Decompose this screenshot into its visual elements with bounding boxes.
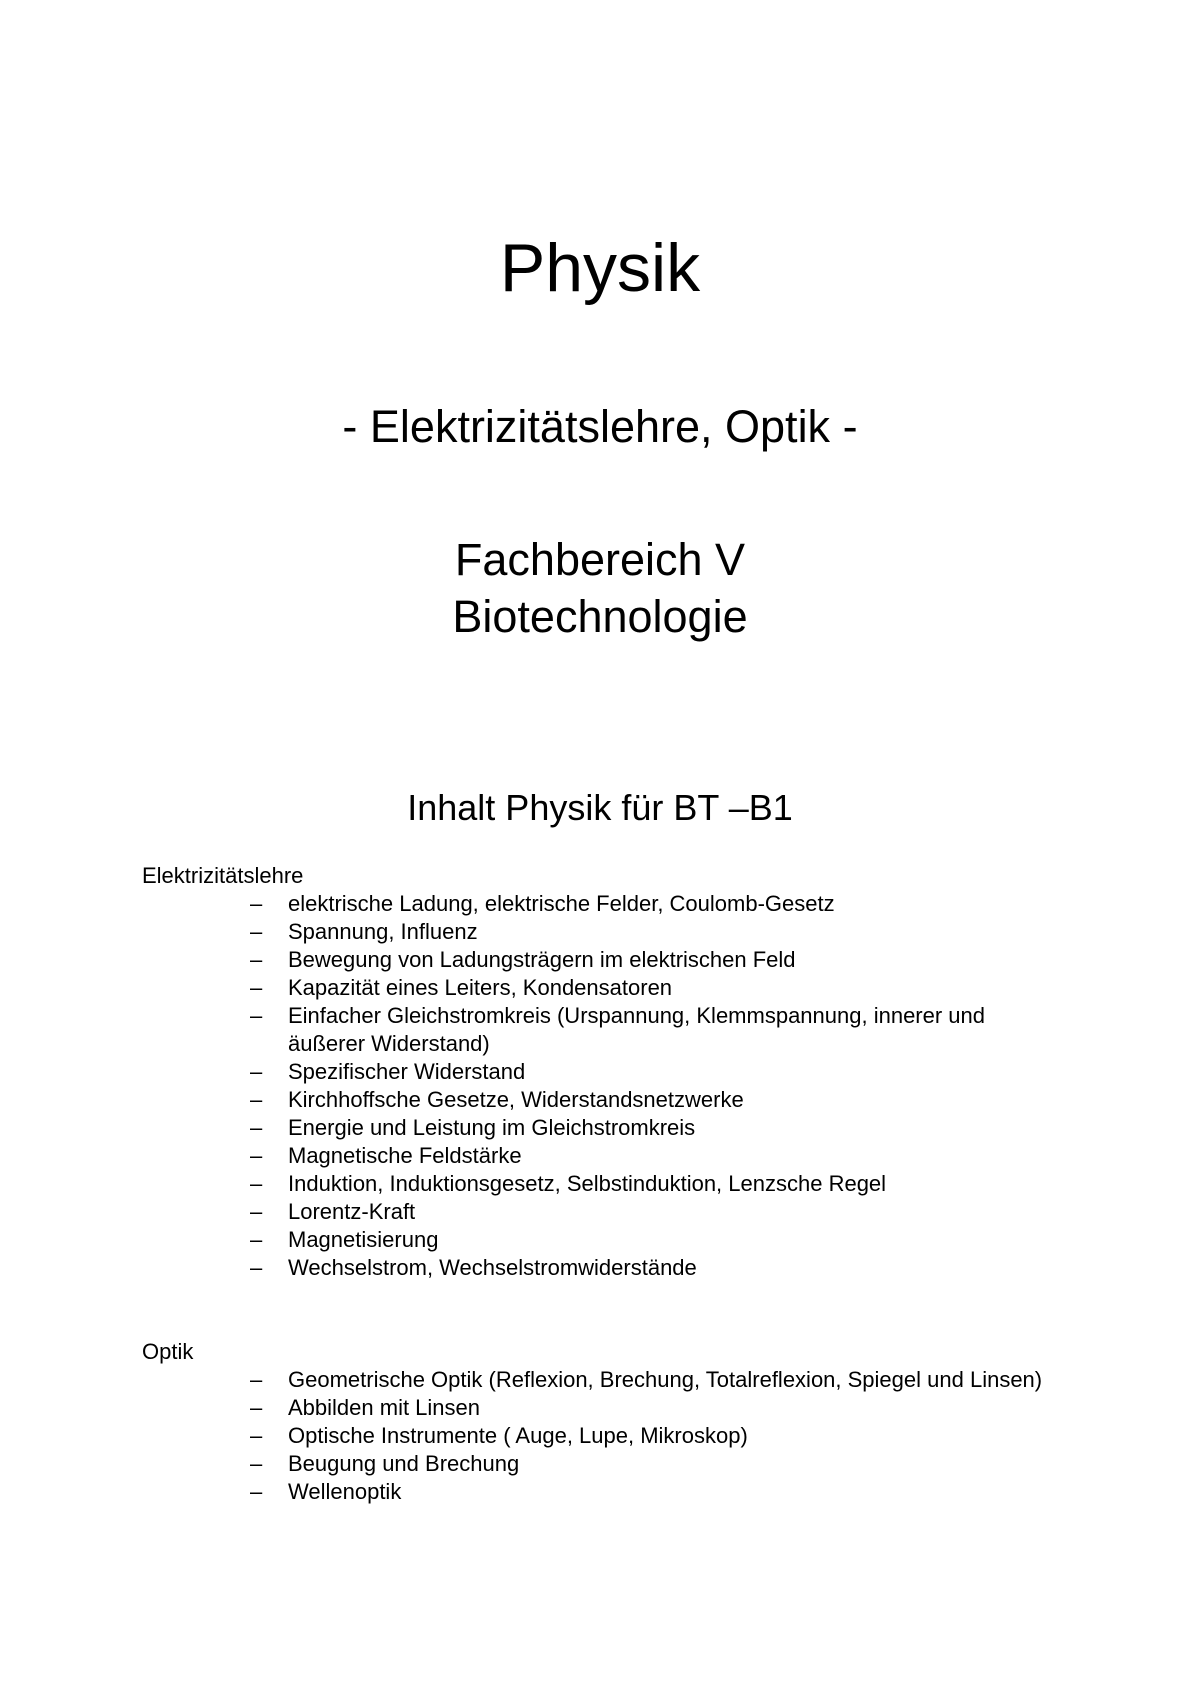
document-title: Physik xyxy=(499,230,701,306)
list-item-text: Bewegung von Ladungsträgern im elektrischen Feld xyxy=(288,947,796,972)
list-item-text: Magnetische Feldstärke xyxy=(288,1143,522,1168)
bullet-dash: – xyxy=(250,1479,263,1504)
list-item xyxy=(142,1226,1068,1254)
list-item xyxy=(142,1142,1068,1170)
section-optik xyxy=(142,1338,1102,1506)
list-item xyxy=(142,974,1068,1002)
list-item xyxy=(142,1058,1068,1086)
list-item xyxy=(142,918,1068,946)
section-heading: Optik xyxy=(142,1339,194,1364)
list-item xyxy=(142,1450,1068,1478)
list-item-text: Lorentz-Kraft xyxy=(288,1199,416,1224)
bullet-dash: – xyxy=(250,1423,263,1448)
bullet-dash: – xyxy=(250,1395,263,1420)
list-item xyxy=(142,1478,1068,1506)
list-item-text: Induktion, Induktionsgesetz, Selbstinduktion, Lenzsche Regel xyxy=(288,1171,887,1196)
list-item xyxy=(142,890,1068,918)
list-item-text: Spannung, Influenz xyxy=(288,919,478,944)
list-item xyxy=(142,1002,1068,1058)
list-item xyxy=(142,1198,1068,1226)
bullet-dash: – xyxy=(250,975,263,1000)
bullet-dash: – xyxy=(250,1143,263,1168)
bullet-dash: – xyxy=(250,891,263,916)
list-item xyxy=(142,1170,1068,1198)
contents-title: Inhalt Physik für BT –B1 xyxy=(407,787,793,828)
list-item-text: Kirchhoffsche Gesetze, Widerstandsnetzwerke xyxy=(288,1087,744,1112)
bullet-dash: – xyxy=(250,1227,263,1252)
bullet-dash: – xyxy=(250,1115,263,1140)
list-item-text: Spezifischer Widerstand xyxy=(288,1059,526,1084)
list-item xyxy=(142,1114,1068,1142)
bullet-dash: – xyxy=(250,1171,263,1196)
list-item-text: Kapazität eines Leiters, Kondensatoren xyxy=(288,975,673,1000)
list-item-text: Wellenoptik xyxy=(288,1479,402,1504)
bullet-dash: – xyxy=(250,947,263,972)
bullet-dash: – xyxy=(250,1255,263,1280)
list-item-text: Wechselstrom, Wechselstromwiderstände xyxy=(288,1255,697,1280)
list-item-text: elektrische Ladung, elektrische Felder, Coulomb-Gesetz xyxy=(288,891,835,916)
section-heading: Elektrizitätslehre xyxy=(142,863,304,888)
list-item xyxy=(142,1254,1068,1282)
department-line-1: Fachbereich V xyxy=(454,534,746,585)
bullet-dash: – xyxy=(250,1087,263,1112)
list-item-text: Magnetisierung xyxy=(288,1227,439,1252)
bullet-dash: – xyxy=(250,919,263,944)
list-item-text: Energie und Leistung im Gleichstromkreis xyxy=(288,1115,696,1140)
list-item-text: Optische Instrumente ( Auge, Lupe, Mikroskop) xyxy=(288,1423,748,1448)
list-item xyxy=(142,1366,1068,1394)
bullet-dash: – xyxy=(250,1059,263,1084)
document-subtitle: - Elektrizitätslehre, Optik - xyxy=(342,401,858,452)
topic-list xyxy=(142,1366,1102,1506)
list-item xyxy=(142,1086,1068,1114)
bullet-dash: – xyxy=(250,1003,263,1028)
list-item-text: Geometrische Optik (Reflexion, Brechung, Totalreflexion, Spiegel und Linsen) xyxy=(288,1367,1043,1392)
department-line-2: Biotechnologie xyxy=(452,591,748,642)
list-item-text: Einfacher Gleichstromkreis (Urspannung, Klemmspannung, innerer und äußerer Widerstand) xyxy=(288,1003,986,1056)
list-item xyxy=(142,946,1068,974)
topic-list xyxy=(142,890,1102,1282)
list-item-text: Abbilden mit Linsen xyxy=(288,1395,481,1420)
bullet-dash: – xyxy=(250,1199,263,1224)
list-item xyxy=(142,1422,1068,1450)
bullet-dash: – xyxy=(250,1367,263,1392)
department-block xyxy=(0,531,1200,645)
bullet-dash: – xyxy=(250,1451,263,1476)
list-item-text: Beugung und Brechung xyxy=(288,1451,520,1476)
section-elektrizitaetslehre xyxy=(142,862,1102,1282)
list-item xyxy=(142,1394,1068,1422)
